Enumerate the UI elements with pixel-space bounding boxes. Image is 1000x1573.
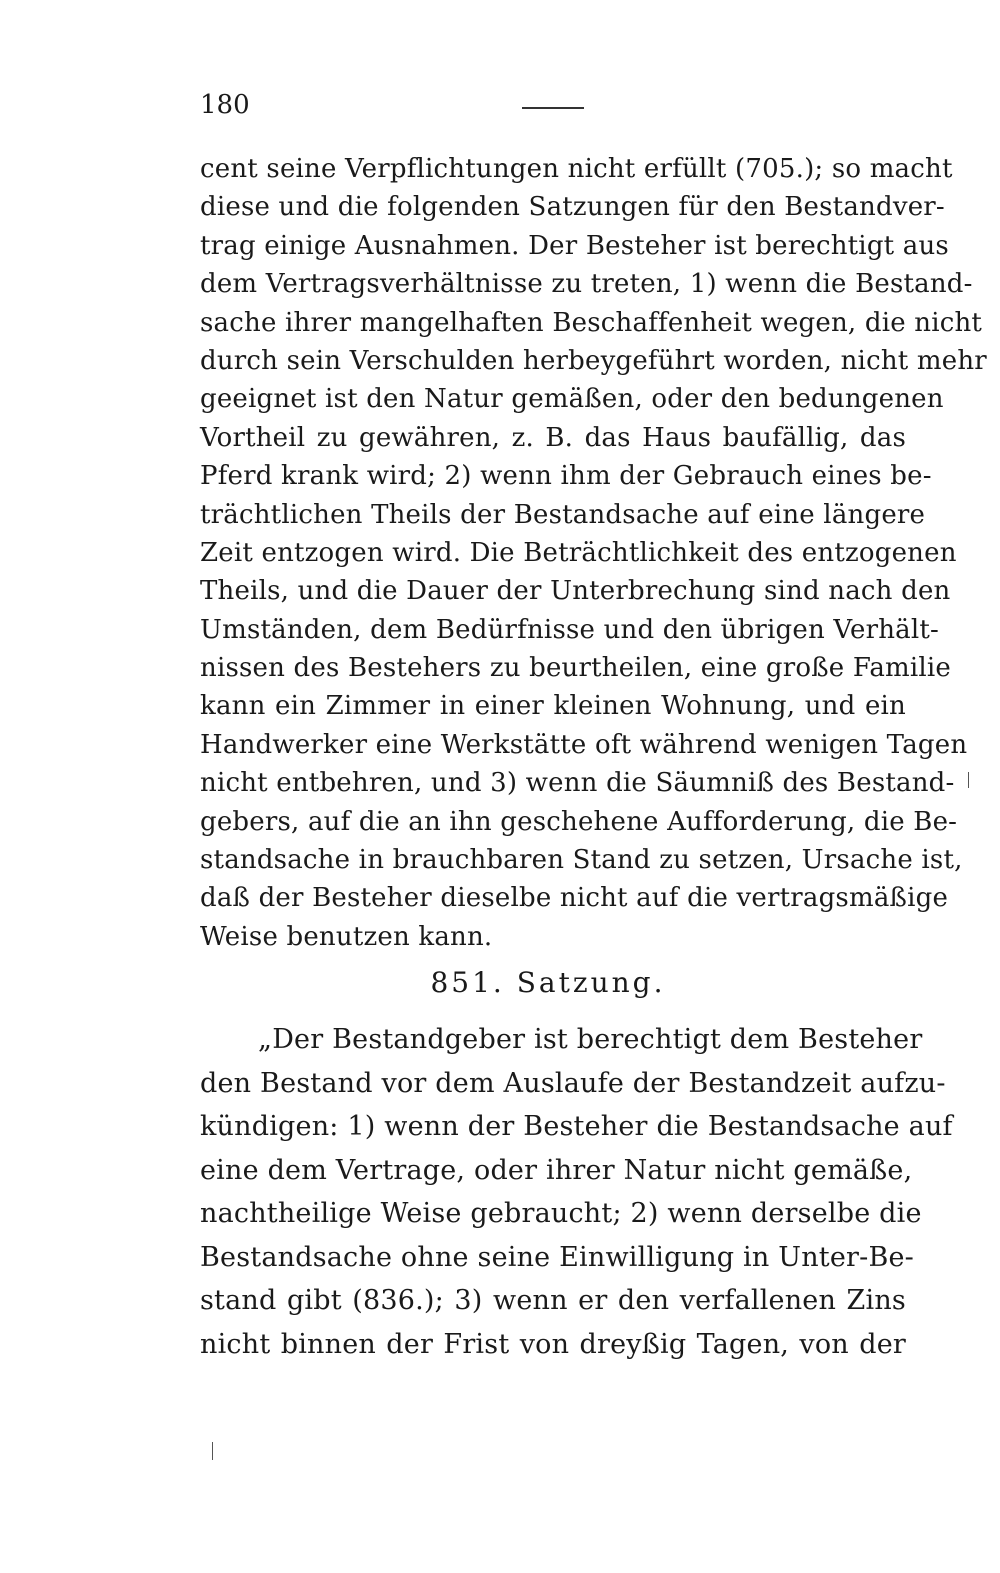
text-line: cent seine Verpflichtungen nicht erfüllt (705.); so macht xyxy=(200,154,953,184)
margin-speck xyxy=(212,1442,213,1460)
text-line: Handwerker eine Werkstätte oft während wenigen Tagen xyxy=(200,729,968,760)
text-line: diese und die folgenden Satzungen für den Bestandver- xyxy=(200,192,945,223)
text-line: geeignet ist den Natur gemäßen, oder den bedungenen xyxy=(200,384,944,415)
margin-speck xyxy=(968,772,969,788)
text-line: dem Vertragsverhältnisse zu treten, 1) wenn die Bestand- xyxy=(200,269,973,300)
text-line: durch sein Verschulden herbeygeführt worden, nicht mehr xyxy=(200,345,987,376)
header-rule xyxy=(522,107,584,109)
text-line: Weise benutzen kann. xyxy=(200,921,493,952)
text-line: Theils, und die Dauer der Unterbrechung sind nach den xyxy=(200,576,951,607)
text-line: daß der Besteher dieselbe nicht auf die vertragsmäßige xyxy=(200,883,949,914)
text-line: nicht binnen der Frist von dreyßig Tagen, von der xyxy=(200,1328,906,1360)
text-line: gebers, auf die an ihn geschehene Aufforderung, die Be- xyxy=(200,806,958,837)
text-line: kündigen: 1) wenn der Besteher die Bestandsache auf xyxy=(200,1111,953,1142)
text-line: kann ein Zimmer in einer kleinen Wohnung, und ein xyxy=(200,691,906,722)
page-header xyxy=(200,90,910,130)
text-line: standsache in brauchbaren Stand zu setzen, Ursache ist, xyxy=(200,845,963,876)
text-line: trag einige Ausnahmen. Der Besteher ist berechtigt aus xyxy=(200,230,949,261)
text-line: stand gibt (836.); 3) wenn er den verfallenen Zins xyxy=(200,1285,906,1316)
text-line: sache ihrer mangelhaften Beschaffenheit wegen, die nicht xyxy=(200,307,983,338)
paragraph-continued xyxy=(200,150,987,956)
text-line: nicht entbehren, und 3) wenn die Säumniß des Bestand- xyxy=(200,768,955,799)
text-line: nissen des Bestehers zu beurtheilen, eine große Familie xyxy=(200,653,952,684)
page-number: 180 xyxy=(200,90,250,120)
text-line: den Bestand vor dem Auslaufe der Bestandzeit aufzu- xyxy=(200,1067,946,1099)
text-line: trächtlichen Theils der Bestandsache auf eine längere xyxy=(200,499,926,530)
text-line: Bestandsache ohne seine Einwilligung in Unter-Be- xyxy=(200,1241,915,1273)
text-line: eine dem Vertrage, oder ihrer Natur nicht gemäße, xyxy=(200,1154,913,1186)
section-paragraph xyxy=(200,1018,953,1366)
text-line: „Der Bestandgeber ist berechtigt dem Besteher xyxy=(258,1024,923,1055)
text-line: nachtheilige Weise gebraucht; 2) wenn derselbe die xyxy=(200,1198,922,1229)
section-heading: 851. Satzung. xyxy=(430,966,666,999)
text-line: Zeit entzogen wird. Die Beträchtlichkeit des entzogenen xyxy=(200,537,957,568)
text-line: Umständen, dem Bedürfnisse und den übrigen Verhält- xyxy=(200,614,939,645)
text-line: Vortheil zu gewähren, z. B. das Haus baufällig, das xyxy=(200,422,906,453)
text-line: Pferd krank wird; 2) wenn ihm der Gebrauch eines be- xyxy=(200,461,932,492)
